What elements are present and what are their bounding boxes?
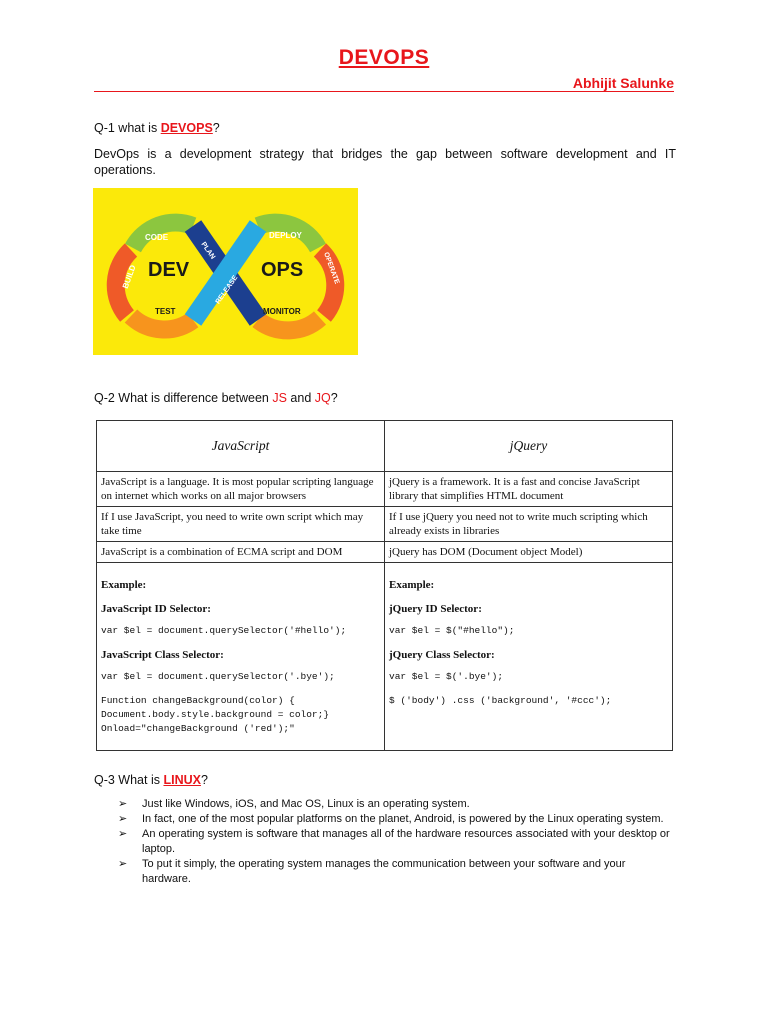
- list-item-text: In fact, one of the most popular platforms on the planet, Android, is powered by the Linux operating system.: [142, 813, 664, 825]
- plan-label: PLAN: [199, 241, 217, 261]
- build-label: BUILD: [120, 263, 138, 290]
- table-header-jquery: jQuery: [385, 421, 673, 472]
- linux-bullet-list: [118, 797, 676, 887]
- list-item: [118, 827, 676, 857]
- question-1-prefix: Q-1 what is: [94, 121, 161, 135]
- question-1-suffix: ?: [212, 121, 220, 135]
- table-cell: JavaScript is a language. It is most popular scripting language on internet which works on all major browsers: [97, 472, 385, 507]
- arrow-bullet-icon: ➢: [118, 813, 128, 825]
- author-name: Abhijit Salunke: [572, 75, 674, 91]
- js-class-selector-label: JavaScript Class Selector:: [101, 649, 224, 661]
- jq-id-selector-code: var $el = $("#hello");: [389, 625, 515, 636]
- js-function-line-1: Function changeBackground(color) {: [101, 695, 295, 706]
- question-2: [94, 391, 338, 405]
- js-example-label: Example:: [101, 579, 147, 591]
- monitor-segment: [258, 318, 320, 330]
- question-3-prefix: Q-3 What is: [94, 773, 164, 787]
- js-function-line-2: Document.body.style.background = color;}: [101, 709, 330, 720]
- question-3: [94, 773, 208, 787]
- jq-css-code: $ ('body') .css ('background', '#ccc');: [389, 695, 612, 706]
- js-id-selector-label: JavaScript ID Selector:: [101, 603, 211, 615]
- jq-example-cell: [385, 563, 673, 751]
- test-segment: [131, 316, 193, 329]
- dev-label: DEV: [148, 259, 190, 281]
- table-cell: JavaScript is a combination of ECMA script and DOM: [97, 542, 385, 563]
- js-id-selector-code: var $el = document.querySelector('#hello');: [101, 625, 347, 636]
- table-header-javascript: JavaScript: [97, 421, 385, 472]
- code-label: CODE: [145, 233, 169, 242]
- document-title: DEVOPS: [338, 46, 430, 69]
- js-vs-jquery-table: [96, 420, 673, 751]
- table-row: [97, 472, 673, 507]
- list-item-text: To put it simply, the operating system manages the communication between your software and your hardware.: [142, 858, 626, 885]
- question-2-and: and: [286, 391, 315, 405]
- js-function-line-3: Onload="changeBackground ('red');": [101, 723, 295, 734]
- table-cell: jQuery is a framework. It is a fast and concise JavaScript library that simplifies HTML document: [385, 472, 673, 507]
- table-cell: jQuery has DOM (Document object Model): [385, 542, 673, 563]
- ops-label: OPS: [261, 259, 304, 281]
- question-2-suffix: ?: [330, 391, 338, 405]
- arrow-bullet-icon: ➢: [118, 858, 128, 870]
- jq-example-label: Example:: [389, 579, 435, 591]
- arrow-bullet-icon: ➢: [118, 828, 128, 840]
- question-1: [94, 121, 220, 135]
- table-cell: If I use JavaScript, you need to write own script which may take time: [97, 507, 385, 542]
- jq-id-selector-label: jQuery ID Selector:: [389, 603, 482, 615]
- devops-infinity-logo: [93, 188, 358, 355]
- jq-class-selector-label: jQuery Class Selector:: [389, 649, 495, 661]
- monitor-label: MONITOR: [263, 307, 301, 316]
- table-row: [97, 542, 673, 563]
- table-cell: If I use jQuery you need not to write much scripting which already exists in libraries: [385, 507, 673, 542]
- arrow-bullet-icon: ➢: [118, 798, 128, 810]
- question-1-highlight: DEVOPS: [160, 121, 213, 135]
- question-2-js: JS: [272, 391, 287, 405]
- question-1-answer: DevOps is a development strategy that bridges the gap between software development and IT operations.: [94, 147, 676, 177]
- table-example-row: [97, 563, 673, 751]
- list-item: [118, 812, 676, 827]
- question-2-jq: JQ: [314, 391, 331, 405]
- table-header-row: [97, 421, 673, 472]
- question-3-highlight: LINUX: [163, 773, 201, 787]
- js-class-selector-code: var $el = document.querySelector('.bye');: [101, 671, 335, 682]
- test-label: TEST: [155, 307, 176, 316]
- deploy-label: DEPLOY: [269, 231, 302, 240]
- header-underline: [94, 91, 674, 92]
- list-item: [118, 797, 676, 812]
- question-3-suffix: ?: [200, 773, 208, 787]
- list-item-text: An operating system is software that manages all of the hardware resources associated with your desktop or laptop.: [142, 828, 670, 855]
- js-example-cell: [97, 563, 385, 751]
- list-item: [118, 857, 676, 887]
- devops-logo-graphic: [93, 188, 358, 355]
- table-row: [97, 507, 673, 542]
- jq-class-selector-code: var $el = $('.bye');: [389, 671, 504, 682]
- list-item-text: Just like Windows, iOS, and Mac OS, Linux is an operating system.: [142, 798, 470, 810]
- question-2-prefix: Q-2 What is difference between: [94, 391, 273, 405]
- operate-label: OPERATE: [322, 251, 341, 286]
- release-label: RELEASE: [214, 274, 240, 306]
